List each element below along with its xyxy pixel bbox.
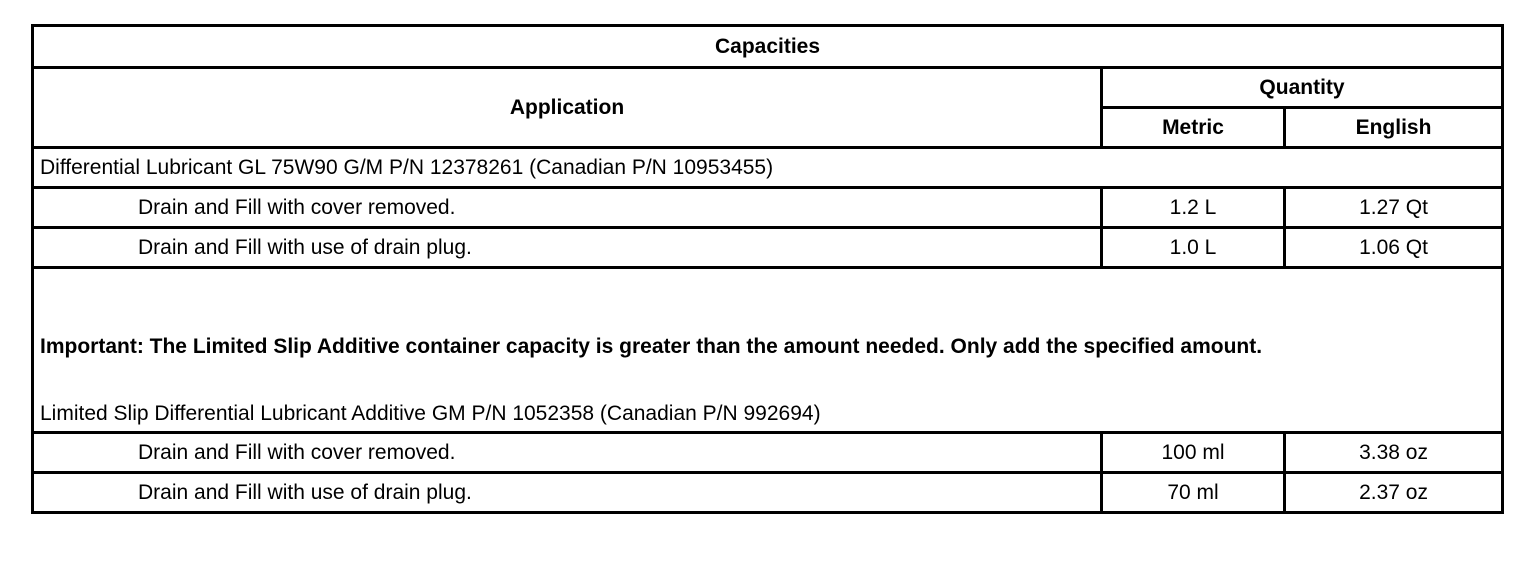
note-row — [33, 268, 1503, 433]
table-title: Capacities — [33, 26, 1503, 68]
row-application: Drain and Fill with cover removed. — [33, 433, 1102, 473]
row-application: Drain and Fill with cover removed. — [33, 188, 1102, 228]
row-metric: 1.0 L — [1102, 228, 1285, 268]
row-metric: 1.2 L — [1102, 188, 1285, 228]
row-metric: 70 ml — [1102, 473, 1285, 513]
additive-label: Limited Slip Differential Lubricant Additive GM P/N 1052358 (Canadian P/N 992694) — [40, 401, 821, 425]
row-application: Drain and Fill with use of drain plug. — [33, 228, 1102, 268]
row-english: 1.27 Qt — [1285, 188, 1503, 228]
row-application: Drain and Fill with use of drain plug. — [33, 473, 1102, 513]
row-english: 1.06 Qt — [1285, 228, 1503, 268]
title-row — [33, 26, 1503, 68]
row-metric: 100 ml — [1102, 433, 1285, 473]
capacities-table — [31, 24, 1504, 514]
important-note: Important: The Limited Slip Additive container capacity is greater than the amount needed. Only add the specified amount. — [40, 334, 1263, 358]
table-row — [33, 228, 1503, 268]
differential-lubricant-label: Differential Lubricant GL 75W90 G/M P/N 12378261 (Canadian P/N 10953455) — [33, 148, 1503, 188]
row-english: 3.38 oz — [1285, 433, 1503, 473]
note-cell — [33, 268, 1503, 433]
row-english: 2.37 oz — [1285, 473, 1503, 513]
quantity-header: Quantity — [1102, 68, 1503, 108]
metric-header: Metric — [1102, 108, 1285, 148]
table-row — [33, 433, 1503, 473]
table-row — [33, 473, 1503, 513]
application-header: Application — [33, 68, 1102, 148]
table-row — [33, 188, 1503, 228]
header-row-1 — [33, 68, 1503, 108]
english-header: English — [1285, 108, 1503, 148]
section-row — [33, 148, 1503, 188]
